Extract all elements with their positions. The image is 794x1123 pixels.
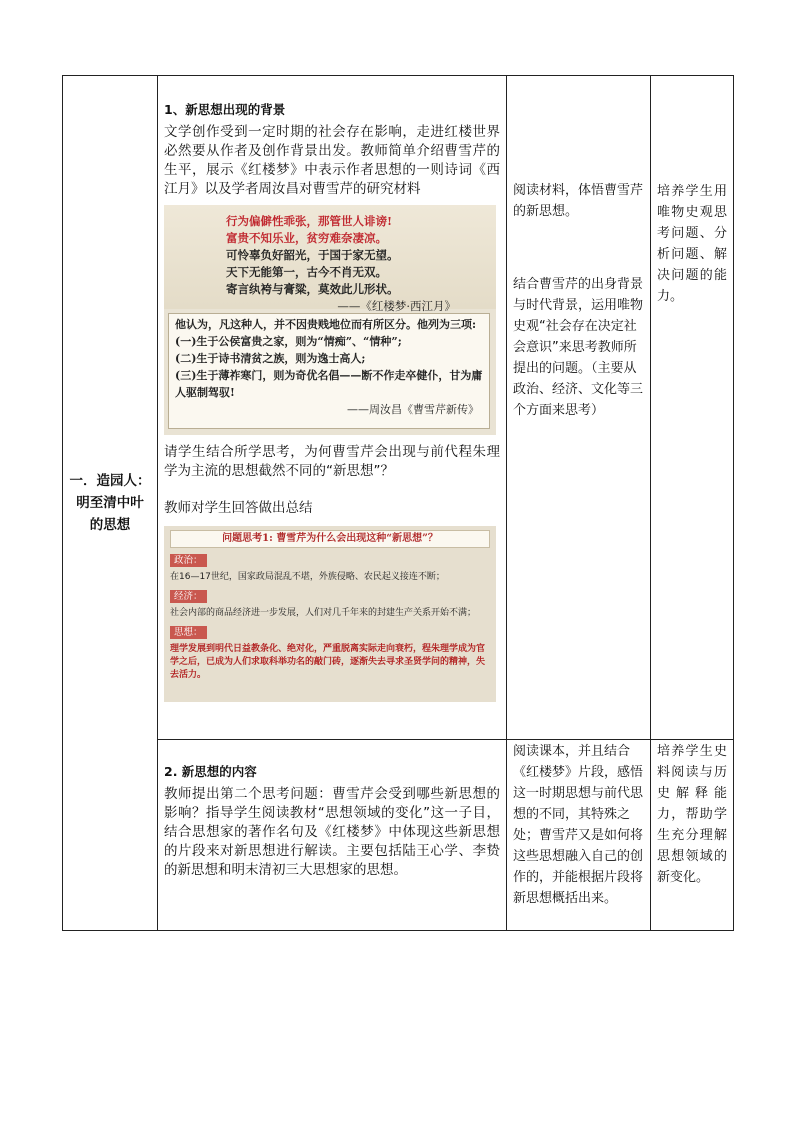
topic-line: 明至清中叶 [76,495,144,511]
economy-text: 社会内部的商品经济进一步发展，人们对几千年来的封建生产关系开始不满； [170,608,477,618]
student-activity-1: 阅读材料，体悟曹雪芹的新思想。 [513,183,644,219]
question-bar [170,530,490,548]
student-activity-cell [507,740,651,931]
question-text: 曹雪芹为什么会出现这种“新思想”？ [276,533,438,544]
summary-intro: 教师对学生回答做出总结 [164,500,313,516]
biography-block [168,313,490,429]
thought-text: 理学发展到明代日益教条化、绝对化，严重脱离实际走向衰朽，程朱理学成为官学之后，已成为人们求取科举功名的敲门砖，逐渐失去寻求圣贤学问的精神，失去活力。 [170,644,486,680]
section-paragraph: 文学创作受到一定时期的社会存在影响，走进红楼世界必然要从作者及创作背景出发。教师简单介绍曹雪芹的生平，展示《红楼梦》中表示作者思想的一则诗词《西江月》以及学者周汝昌对曹雪芹的研究材料 [164,124,500,197]
design-purpose-2: 培养学生史料阅读与历史解释能力，帮助学生充分理解思想领域的新变化。 [657,744,727,885]
poem-line: 富贵不知乐业，贫穷难奈凄凉。 [226,231,387,245]
politics-tag: 政治： [170,554,207,567]
table-row [63,740,734,931]
topic-title [63,470,157,536]
bio-source: ——周汝昌《曹雪芹新传》 [347,403,479,416]
question-paragraph: 请学生结合所学思考，为何曹雪芹会出现与前代程朱理学为主流的思想截然不同的“新思想”？ [164,444,500,479]
poem-line: 天下无能第一，古今不肖无双。 [226,265,387,279]
section-paragraph: 教师提出第二个思考问题：曹雪芹会受到哪些新思想的影响？指导学生阅读教材“思想领域的变化”这一子目，结合思想家的著作名句及《红楼梦》中体现这些新思想的片段来对新思想进行解读。主要包括陆王心学、李贽的新思想和明末清初三大思想家的思想。 [164,786,500,878]
poem-source: ——《红楼梦·西江月》 [337,299,456,313]
poem-line: 行为偏僻性乖张，那管世人诽谤! [226,214,393,228]
topic-line: 一．造园人： [69,473,151,489]
poem-material-image [164,205,496,435]
poem-line: 可怜辜负好韶光，于国于家无望。 [226,248,399,262]
teacher-activity-cell [158,740,507,931]
poem-line: 寄言纨袴与膏粱，莫效此儿形状。 [226,282,399,296]
student-activity-cell [507,76,651,740]
table-row [63,76,734,740]
politics-text: 在16—17世纪，国家政局混乱不堪，外族侵略、农民起义接连不断； [170,572,445,582]
bio-line: 他认为，凡这种人，并不因贵贱地位而有所区分。他列为三项: [175,318,477,331]
design-purpose-1: 培养学生用唯物史观思考问题、分析问题、解决问题的能力。 [657,184,727,304]
economy-tag: 经济： [170,590,207,603]
lesson-plan-table [62,75,734,931]
purpose-cell [651,740,734,931]
purpose-cell [651,76,734,740]
bio-line: (三)生于薄祚寒门，则为奇优名倡——断不作走卒健仆，甘为庸人驱制驾驭! [175,369,483,399]
teacher-activity-cell [158,76,507,740]
topic-line: 的思想 [89,517,131,533]
poem-block [164,205,496,313]
topic-cell [63,76,158,931]
bio-line: (一)生于公侯富贵之家，则为“情痴”、“情种”; [175,335,402,348]
student-activity-2: 结合曹雪芹的出身背景与时代背景，运用唯物史观“社会存在决定社会意识”来思考教师所提出的问题。（主要从政治、经济、文化等三个方面来思考） [513,277,644,418]
summary-material-image [164,526,496,702]
thought-tag: 思想： [170,626,207,639]
section-heading: 2. 新思想的内容 [164,764,257,779]
question-prefix: 问题思考1: [222,533,273,544]
student-activity-3: 阅读课本，并且结合《红楼梦》片段，感悟这一时期思想与前代思想的不同，其特殊之处；曹雪芹又是如何将这些思想融入自己的创作的，并能根据片段将新思想概括出来。 [513,744,644,906]
bio-line: (二)生于诗书清贫之族，则为逸士高人; [175,352,366,365]
section-heading: 1、新思想出现的背景 [164,102,286,117]
